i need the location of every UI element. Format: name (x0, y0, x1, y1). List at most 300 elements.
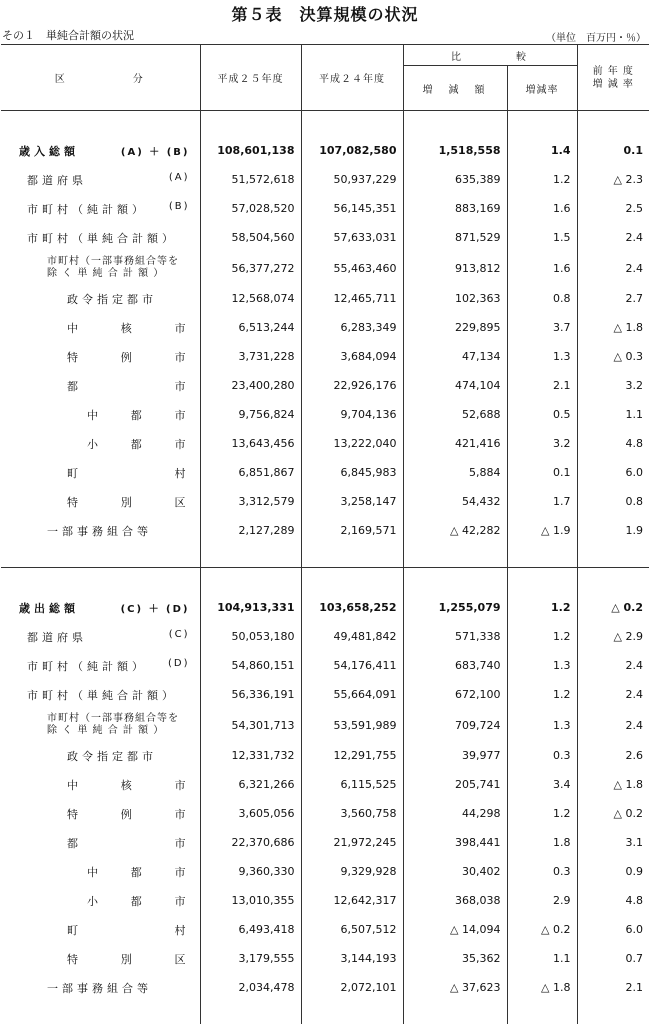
cell-fy25: 51,572,618 (200, 165, 301, 194)
table-row (1, 593, 649, 622)
header-compare: 比 較 (403, 45, 577, 66)
spacer-cell (1, 545, 200, 568)
cell-prev: 4.8 (577, 886, 649, 915)
header-prev-rate-line1: 前 年 度 (578, 65, 650, 78)
cell-fy24: 6,283,349 (301, 313, 403, 342)
cell-prev: 3.1 (577, 828, 649, 857)
table-row (1, 313, 649, 342)
cell-fy25: 23,400,280 (200, 371, 301, 400)
cell-diff: 709,724 (403, 709, 507, 741)
spacer-cell (200, 545, 301, 568)
table-row (1, 680, 649, 709)
cell-fy25: 56,377,272 (200, 252, 301, 284)
row-label-wrap (19, 143, 200, 159)
cell-rate: 2.1 (507, 371, 577, 400)
row-label (1, 828, 200, 857)
spacer-cell (301, 111, 403, 137)
cell-fy24: 49,481,842 (301, 622, 403, 651)
table-row (1, 487, 649, 516)
cell-fy24: 103,658,252 (301, 593, 403, 622)
cell-diff: 635,389 (403, 165, 507, 194)
row-label (1, 371, 200, 400)
spacer-cell (507, 1002, 577, 1024)
cell-fy24: 50,937,229 (301, 165, 403, 194)
cell-rate: △ 0.2 (507, 915, 577, 944)
cell-fy24: 6,507,512 (301, 915, 403, 944)
row-label-spread (67, 494, 200, 510)
row-label-line1: 市町村（一部事務組合等を (47, 256, 200, 268)
table-row (1, 651, 649, 680)
row-label-suffix: (A) (169, 172, 190, 188)
cell-rate: 1.8 (507, 828, 577, 857)
cell-fy25: 3,731,228 (200, 342, 301, 371)
row-label (1, 487, 200, 516)
row-label-char: 例 (121, 349, 136, 365)
cell-prev: 2.4 (577, 252, 649, 284)
cell-diff: 229,895 (403, 313, 507, 342)
row-label-char: 別 (121, 494, 136, 510)
cell-rate: 1.2 (507, 165, 577, 194)
spacer-cell (507, 545, 577, 568)
cell-fy24: 3,144,193 (301, 944, 403, 973)
table-row (1, 944, 649, 973)
cell-fy24: 54,176,411 (301, 651, 403, 680)
row-label-char: 都 (67, 835, 82, 851)
row-label (1, 680, 200, 709)
cell-diff: 398,441 (403, 828, 507, 857)
cell-fy24: 55,463,460 (301, 252, 403, 284)
spacer-row (1, 568, 649, 594)
row-label-text: 市町村（単純合計額） (27, 230, 177, 246)
cell-prev: △ 0.3 (577, 342, 649, 371)
cell-prev: 0.9 (577, 857, 649, 886)
row-label (1, 194, 200, 223)
cell-fy24: 12,291,755 (301, 741, 403, 770)
cell-rate: 3.4 (507, 770, 577, 799)
row-label-char: 市 (175, 436, 190, 452)
row-label-char: 市 (175, 864, 190, 880)
row-label-wrap (27, 230, 200, 246)
row-label (1, 313, 200, 342)
cell-diff: △ 42,282 (403, 516, 507, 545)
row-label (1, 857, 200, 886)
row-label-wrap (19, 600, 200, 616)
cell-prev: 0.1 (577, 136, 649, 165)
row-label-wrap (27, 658, 200, 674)
cell-fy24: 3,684,094 (301, 342, 403, 371)
spacer-cell (1, 1002, 200, 1024)
cell-rate: 1.2 (507, 799, 577, 828)
row-label-suffix: (D) (168, 658, 190, 674)
table-row (1, 915, 649, 944)
row-label-spread (67, 951, 200, 967)
row-label-spread (67, 320, 200, 336)
row-label-line2: 除 く 単 純 合 計 額 ） (47, 268, 200, 280)
cell-rate: 1.3 (507, 709, 577, 741)
row-label (1, 741, 200, 770)
row-label (1, 136, 200, 165)
cell-rate: 1.7 (507, 487, 577, 516)
row-label (1, 223, 200, 252)
row-label-char: 区 (175, 951, 190, 967)
table-row (1, 165, 649, 194)
row-label-char: 中 (67, 777, 82, 793)
cell-rate: 0.8 (507, 284, 577, 313)
table-row (1, 194, 649, 223)
row-label-text: 市町村（単純合計額） (27, 687, 177, 703)
row-label-text: 一部事務組合等 (47, 523, 152, 539)
spacer-row (1, 111, 649, 137)
row-label (1, 458, 200, 487)
table-row (1, 458, 649, 487)
header-prev-rate (577, 45, 649, 111)
cell-rate: 1.3 (507, 342, 577, 371)
cell-fy24: 56,145,351 (301, 194, 403, 223)
cell-prev: 1.1 (577, 400, 649, 429)
row-label (1, 973, 200, 1002)
cell-diff: 47,134 (403, 342, 507, 371)
header-category: 区 分 (1, 45, 200, 111)
row-label-char: 中 (87, 407, 102, 423)
spacer-cell (301, 1002, 403, 1024)
cell-rate: 1.2 (507, 593, 577, 622)
row-label-spread (67, 922, 200, 938)
header-fy24: 平成２４年度 (301, 45, 403, 111)
cell-diff: 1,518,558 (403, 136, 507, 165)
table-row (1, 284, 649, 313)
spacer-cell (301, 545, 403, 568)
cell-fy24: 2,072,101 (301, 973, 403, 1002)
cell-fy25: 2,034,478 (200, 973, 301, 1002)
row-label-suffix: (A) ＋ (B) (121, 143, 190, 159)
row-label (1, 429, 200, 458)
row-label-spread (87, 864, 200, 880)
header-prev-rate-line2: 増 減 率 (578, 78, 650, 91)
cell-fy24: 9,329,928 (301, 857, 403, 886)
table-row (1, 799, 649, 828)
cell-prev: 6.0 (577, 458, 649, 487)
spacer-row (1, 1002, 649, 1024)
cell-fy24: 55,664,091 (301, 680, 403, 709)
row-label-spread (67, 349, 200, 365)
table-row (1, 223, 649, 252)
cell-prev: 3.2 (577, 371, 649, 400)
row-label-suffix: (C) (169, 629, 190, 645)
row-label-wrap (27, 201, 200, 217)
row-label-char: 特 (67, 951, 82, 967)
cell-diff: 474,104 (403, 371, 507, 400)
spacer-cell (577, 1002, 649, 1024)
row-label-spread (87, 893, 200, 909)
row-label-spread (67, 465, 200, 481)
row-label-spread (67, 777, 200, 793)
header-rate: 増減率 (507, 66, 577, 111)
row-label-wrap (27, 629, 200, 645)
cell-prev: △ 2.9 (577, 622, 649, 651)
row-label (1, 886, 200, 915)
row-label-char: 中 (87, 864, 102, 880)
cell-prev: 1.9 (577, 516, 649, 545)
cell-fy24: 13,222,040 (301, 429, 403, 458)
table-row (1, 828, 649, 857)
row-label-char: 小 (87, 436, 102, 452)
cell-rate: 0.3 (507, 741, 577, 770)
cell-rate: 1.2 (507, 622, 577, 651)
spacer-cell (577, 545, 649, 568)
row-label-char: 例 (121, 806, 136, 822)
spacer-cell (403, 568, 507, 594)
cell-rate: 1.4 (507, 136, 577, 165)
cell-prev: △ 2.3 (577, 165, 649, 194)
row-label-char: 市 (175, 378, 190, 394)
row-label-line1: 市町村（一部事務組合等を (47, 713, 200, 725)
cell-fy25: 13,010,355 (200, 886, 301, 915)
row-label-char: 市 (175, 407, 190, 423)
cell-fy25: 54,301,713 (200, 709, 301, 741)
cell-prev: 6.0 (577, 915, 649, 944)
row-label-text: 都道府県 (27, 172, 87, 188)
table-row (1, 622, 649, 651)
cell-prev: 0.7 (577, 944, 649, 973)
row-label-char: 村 (175, 465, 190, 481)
cell-rate: 0.1 (507, 458, 577, 487)
cell-fy24: 3,258,147 (301, 487, 403, 516)
row-label-char: 小 (87, 893, 102, 909)
row-label-spread (67, 378, 200, 394)
cell-fy24: 2,169,571 (301, 516, 403, 545)
cell-fy25: 9,360,330 (200, 857, 301, 886)
table-row (1, 857, 649, 886)
cell-fy25: 50,053,180 (200, 622, 301, 651)
cell-diff: 102,363 (403, 284, 507, 313)
spacer-cell (1, 568, 200, 594)
cell-diff: 30,402 (403, 857, 507, 886)
page-title: 第５表 決算規模の状況 (0, 2, 650, 25)
table-row (1, 516, 649, 545)
row-label-wrap (47, 980, 200, 996)
row-label-suffix: (B) (169, 201, 190, 217)
cell-prev: 2.4 (577, 680, 649, 709)
cell-diff: 683,740 (403, 651, 507, 680)
row-label-char: 核 (121, 320, 136, 336)
row-label-char: 都 (131, 436, 146, 452)
cell-prev: △ 1.8 (577, 770, 649, 799)
cell-rate: 1.5 (507, 223, 577, 252)
cell-prev: 2.1 (577, 973, 649, 1002)
spacer-cell (200, 1002, 301, 1024)
cell-diff: 54,432 (403, 487, 507, 516)
cell-prev: 2.7 (577, 284, 649, 313)
row-label (1, 799, 200, 828)
cell-fy25: 6,513,244 (200, 313, 301, 342)
cell-rate: 3.2 (507, 429, 577, 458)
cell-diff: 571,338 (403, 622, 507, 651)
row-label (1, 342, 200, 371)
cell-diff: 883,169 (403, 194, 507, 223)
cell-prev: 2.4 (577, 223, 649, 252)
spacer-cell (200, 568, 301, 594)
row-label (1, 400, 200, 429)
cell-diff: 871,529 (403, 223, 507, 252)
table-row (1, 770, 649, 799)
spacer-cell (507, 568, 577, 594)
cell-diff: 39,977 (403, 741, 507, 770)
row-label (1, 165, 200, 194)
row-label-text: 市町村（純計額） (27, 201, 147, 217)
cell-diff: 44,298 (403, 799, 507, 828)
cell-rate: △ 1.8 (507, 973, 577, 1002)
row-label-char: 市 (175, 835, 190, 851)
budget-scale-table (1, 44, 649, 1024)
table-row (1, 709, 649, 741)
cell-diff: 35,362 (403, 944, 507, 973)
row-label (1, 709, 200, 741)
cell-fy25: 13,643,456 (200, 429, 301, 458)
row-label-text: 歳入総額 (19, 143, 79, 159)
spacer-cell (403, 545, 507, 568)
row-label-char: 都 (67, 378, 82, 394)
cell-fy25: 22,370,686 (200, 828, 301, 857)
row-label-text: 歳出総額 (19, 600, 79, 616)
cell-rate: 1.2 (507, 680, 577, 709)
cell-fy25: 54,860,151 (200, 651, 301, 680)
row-label-wrap (67, 291, 200, 307)
cell-fy25: 56,336,191 (200, 680, 301, 709)
cell-fy25: 2,127,289 (200, 516, 301, 545)
row-label-spread (87, 407, 200, 423)
cell-fy24: 12,642,317 (301, 886, 403, 915)
row-label-text: 市町村（純計額） (27, 658, 147, 674)
spacer-cell (507, 111, 577, 137)
cell-diff: △ 14,094 (403, 915, 507, 944)
cell-rate: 0.3 (507, 857, 577, 886)
row-label-char: 特 (67, 349, 82, 365)
cell-fy25: 58,504,560 (200, 223, 301, 252)
cell-fy24: 21,972,245 (301, 828, 403, 857)
row-label (1, 915, 200, 944)
row-label-char: 町 (67, 465, 82, 481)
row-label-suffix: (C) ＋ (D) (121, 600, 190, 616)
row-label-char: 中 (67, 320, 82, 336)
row-label-char: 特 (67, 806, 82, 822)
cell-fy24: 9,704,136 (301, 400, 403, 429)
spacer-cell (200, 111, 301, 137)
row-label-wrap (67, 748, 200, 764)
cell-diff: 421,416 (403, 429, 507, 458)
row-label-char: 村 (175, 922, 190, 938)
row-label-spread (67, 835, 200, 851)
row-label (1, 944, 200, 973)
row-label-text: 政令指定都市 (67, 291, 157, 307)
cell-prev: 2.6 (577, 741, 649, 770)
row-label-wrap (47, 523, 200, 539)
cell-prev: △ 0.2 (577, 799, 649, 828)
row-label-char: 町 (67, 922, 82, 938)
spacer-cell (403, 111, 507, 137)
cell-rate: 1.6 (507, 252, 577, 284)
row-label-char: 核 (121, 777, 136, 793)
cell-rate: 2.9 (507, 886, 577, 915)
cell-diff: 5,884 (403, 458, 507, 487)
table-row (1, 136, 649, 165)
row-label-char: 市 (175, 777, 190, 793)
cell-fy24: 6,845,983 (301, 458, 403, 487)
table-subtitle: その１ 単純合計額の状況 (2, 27, 134, 43)
cell-rate: 1.1 (507, 944, 577, 973)
cell-prev: △ 1.8 (577, 313, 649, 342)
row-label-char: 区 (175, 494, 190, 510)
cell-fy25: 12,568,074 (200, 284, 301, 313)
row-label-char: 別 (121, 951, 136, 967)
header-diff: 増 減 額 (403, 66, 507, 111)
row-label (1, 622, 200, 651)
row-label-char: 市 (175, 320, 190, 336)
cell-rate: 1.6 (507, 194, 577, 223)
row-label (1, 770, 200, 799)
row-label-char: 市 (175, 806, 190, 822)
cell-fy25: 108,601,138 (200, 136, 301, 165)
cell-prev: △ 0.2 (577, 593, 649, 622)
row-label (1, 284, 200, 313)
cell-prev: 2.4 (577, 709, 649, 741)
cell-fy25: 104,913,331 (200, 593, 301, 622)
spacer-cell (403, 1002, 507, 1024)
cell-fy24: 107,082,580 (301, 136, 403, 165)
row-label-wrap (27, 687, 200, 703)
cell-fy25: 3,605,056 (200, 799, 301, 828)
cell-rate: 3.7 (507, 313, 577, 342)
cell-diff: △ 37,623 (403, 973, 507, 1002)
unit-label: （単位 百万円・％） (546, 29, 646, 44)
spacer-cell (577, 568, 649, 594)
cell-fy25: 6,493,418 (200, 915, 301, 944)
cell-rate: 1.3 (507, 651, 577, 680)
row-label-line2: 除 く 単 純 合 計 額 ） (47, 725, 200, 737)
cell-fy25: 12,331,732 (200, 741, 301, 770)
cell-prev: 0.8 (577, 487, 649, 516)
cell-diff: 672,100 (403, 680, 507, 709)
row-label-char: 都 (131, 864, 146, 880)
table-body (1, 111, 649, 1024)
row-label-text: 政令指定都市 (67, 748, 157, 764)
row-label (1, 651, 200, 680)
cell-fy24: 3,560,758 (301, 799, 403, 828)
cell-diff: 52,688 (403, 400, 507, 429)
cell-diff: 205,741 (403, 770, 507, 799)
row-label-char: 都 (131, 407, 146, 423)
table-row (1, 886, 649, 915)
cell-diff: 913,812 (403, 252, 507, 284)
table-row (1, 371, 649, 400)
cell-diff: 368,038 (403, 886, 507, 915)
cell-fy25: 9,756,824 (200, 400, 301, 429)
cell-prev: 2.5 (577, 194, 649, 223)
cell-diff: 1,255,079 (403, 593, 507, 622)
table-row (1, 429, 649, 458)
row-label-spread (67, 806, 200, 822)
table-row (1, 400, 649, 429)
cell-prev: 2.4 (577, 651, 649, 680)
table-row (1, 342, 649, 371)
cell-fy25: 3,312,579 (200, 487, 301, 516)
cell-fy24: 57,633,031 (301, 223, 403, 252)
row-label (1, 516, 200, 545)
spacer-row (1, 545, 649, 568)
header-fy25: 平成２５年度 (200, 45, 301, 111)
spacer-cell (577, 111, 649, 137)
cell-fy24: 12,465,711 (301, 284, 403, 313)
spacer-cell (1, 111, 200, 137)
